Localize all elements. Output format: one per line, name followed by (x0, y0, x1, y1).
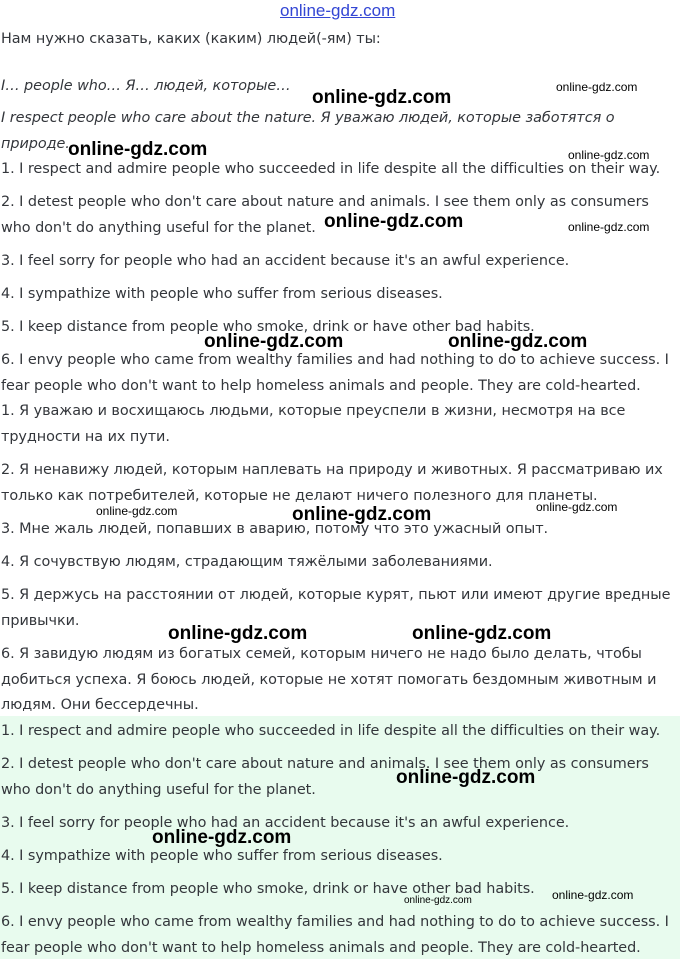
ru-line: 2. Я ненавижу людей, которым наплевать на природу и животных. Я рассматриваю их (1, 462, 663, 478)
ru-line: 6. Я завидую людям из богатых семей, которым ничего не надо было делать, чтобы (1, 646, 642, 662)
ru-line: 5. Я держусь на расстоянии от людей, которые курят, пьют или имеют другие вредные (1, 587, 671, 603)
en-repeat-line: 3. I feel sorry for people who had an accident because it's an awful experience. (1, 815, 570, 831)
watermark: online-gdz.com (292, 504, 432, 525)
watermark: online-gdz.com (396, 767, 536, 788)
en-repeat-line: 4. I sympathize with people who suffer from serious diseases. (1, 848, 443, 864)
ru-line: 1. Я уважаю и восхищаюсь людьми, которые преуспели в жизни, несмотря на все (1, 403, 626, 419)
ru-line: привычки. (1, 613, 80, 629)
watermark: online-gdz.com (568, 220, 650, 234)
watermark: online-gdz.com (68, 139, 208, 160)
ru-line: трудности на их пути. (1, 429, 170, 445)
watermark: online-gdz.com (536, 500, 618, 514)
watermark: online-gdz.com (404, 895, 472, 906)
en-repeat-line: fear people who don't want to help homeless animals and people. They are cold-hearted. (1, 940, 641, 956)
en-line: 4. I sympathize with people who suffer from serious diseases. (1, 286, 443, 302)
watermark: online-gdz.com (556, 80, 638, 94)
watermark: online-gdz.com (312, 87, 452, 108)
en-line: fear people who don't want to help homeless animals and people. They are cold-hearted. (1, 378, 641, 394)
en-repeat-line: who don't do anything useful for the planet. (1, 782, 316, 798)
site-logo-link[interactable]: online-gdz.com (280, 1, 396, 20)
intro-line: Нам нужно сказать, каких (каким) людей(-ям) ты: (1, 31, 381, 47)
ru-line: 4. Я сочувствую людям, страдающим тяжёлыми заболеваниями. (1, 554, 493, 570)
en-repeat-line: 6. I envy people who came from wealthy families and had nothing to do to achieve success. I (1, 914, 669, 930)
en-line: who don't do anything useful for the planet. (1, 220, 316, 236)
watermark: online-gdz.com (96, 504, 178, 518)
en-line: 2. I detest people who don't care about nature and animals. I see them only as consumers (1, 194, 649, 210)
ru-line: людям. Они бессердечны. (1, 697, 199, 713)
watermark: online-gdz.com (168, 623, 308, 644)
watermark: online-gdz.com (324, 211, 464, 232)
watermark: online-gdz.com (568, 148, 650, 162)
en-repeat-line: 1. I respect and admire people who succeeded in life despite all the difficulties on their way. (1, 723, 661, 739)
en-line: 6. I envy people who came from wealthy families and had nothing to do to achieve success. I (1, 352, 669, 368)
en-line: 3. I feel sorry for people who had an accident because it's an awful experience. (1, 253, 570, 269)
watermark: online-gdz.com (204, 331, 344, 352)
en-repeat-line: 5. I keep distance from people who smoke, drink or have other bad habits. (1, 881, 535, 897)
intro-pattern: I… people who… Я… людей, которые… (1, 78, 291, 94)
watermark: online-gdz.com (552, 888, 634, 902)
watermark: online-gdz.com (152, 827, 292, 848)
example-line-2: природе. (1, 136, 70, 152)
en-line: 5. I keep distance from people who smoke, drink or have other bad habits. (1, 319, 535, 335)
en-line: 1. I respect and admire people who succeeded in life despite all the difficulties on their way. (1, 161, 661, 177)
watermark: online-gdz.com (412, 623, 552, 644)
example-line-1: I respect people who care about the nature. Я уважаю людей, которые заботятся о (1, 110, 615, 126)
ru-line: только как потребителей, которые не делают ничего полезного для планеты. (1, 488, 598, 504)
watermark: online-gdz.com (448, 331, 588, 352)
ru-line: добиться успеха. Я боюсь людей, которые не хотят помогать бездомным животным и (1, 672, 657, 688)
en-repeat-line: 2. I detest people who don't care about nature and animals. I see them only as consumers (1, 756, 649, 772)
ru-line: 3. Мне жаль людей, попавших в аварию, потому что это ужасный опыт. (1, 521, 549, 537)
